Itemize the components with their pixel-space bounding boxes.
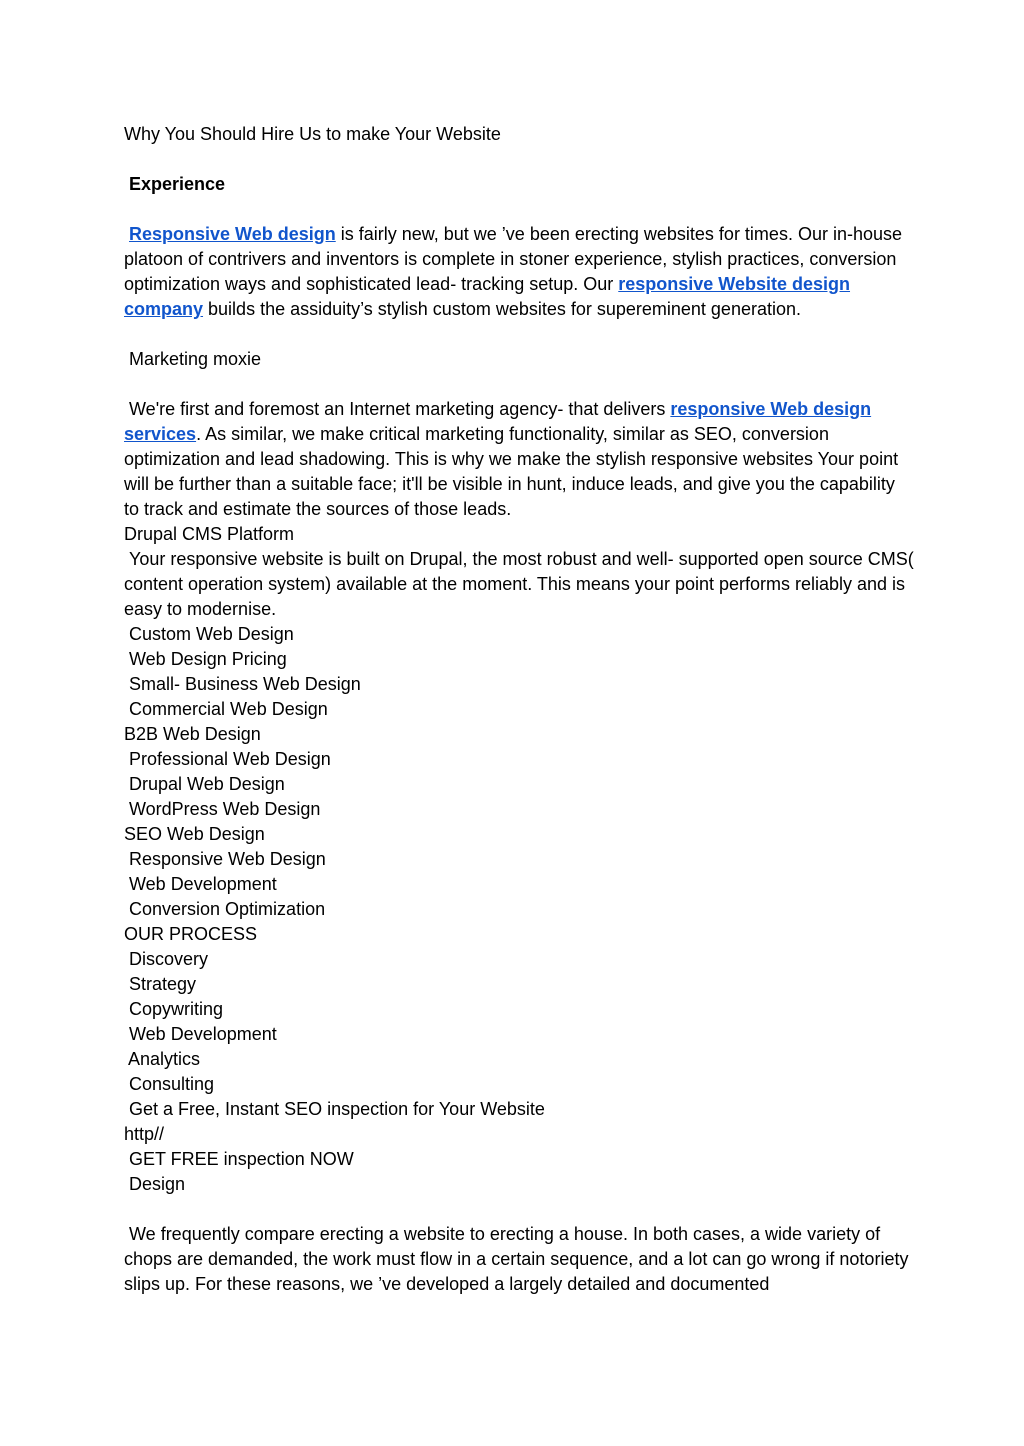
list-item: B2B Web Design <box>124 724 261 744</box>
services-list <box>124 622 914 1197</box>
list-item: Discovery <box>124 949 209 969</box>
experience-paragraph: Responsive Web design is fairly new, but we ’ve been erecting websites for times. Our in-house platoon of contrivers and inventors is complete in stoner experience, stylish practices, conversion optimization ways and sophisticated lead- tracking setup. Our responsive Website design company builds the assiduity’s stylish custom websites for supereminent generation. <box>124 224 902 319</box>
list-item: Web Development <box>124 874 277 894</box>
list-item: http// <box>124 1124 165 1144</box>
list-item: Strategy <box>124 974 197 994</box>
design-paragraph: We frequently compare erecting a website to erecting a house. In both cases, a wide variety of chops are demanded, the work must flow in a certain sequence, and a lot can go wrong if notoriety slips up. For these reasons, we ’ve developed a largely detailed and documented <box>124 1224 909 1294</box>
list-item: Analytics <box>124 1049 201 1069</box>
page-title: Why You Should Hire Us to make Your Website <box>124 124 501 144</box>
list-item: Get a Free, Instant SEO inspection for Your Website <box>124 1099 545 1119</box>
spacer <box>124 322 914 347</box>
list-item: Custom Web Design <box>124 624 294 644</box>
list-item: Web Development <box>124 1024 277 1044</box>
list-item: Copywriting <box>124 999 224 1019</box>
marketing-heading: Marketing moxie <box>129 349 262 369</box>
list-item: Professional Web Design <box>124 749 331 769</box>
list-item: Drupal Web Design <box>124 774 285 794</box>
document-page <box>124 122 914 1297</box>
responsive-website-design-company-link[interactable]: responsive Website design company <box>124 274 851 319</box>
list-item: WordPress Web Design <box>124 799 321 819</box>
list-item: Design <box>124 1174 186 1194</box>
marketing-paragraph: We're first and foremost an Internet marketing agency- that delivers responsive Web design services. As similar, we make critical marketing functionality, similar as SEO, conversion optimization and lead shadowing. This is why we make the stylish responsive websites Your point will be further than a suitable face; it'll be visible in hunt, induce leads, and give you the capability to track and estimate the sources of those leads. <box>124 399 899 519</box>
drupal-paragraph: Your responsive website is built on Drupal, the most robust and well- supported open source CMS( content operation system) available at the moment. This means your point performs reliably and is easy to modernise. <box>124 549 914 619</box>
spacer <box>124 197 914 222</box>
list-item: Commercial Web Design <box>124 699 328 719</box>
list-item: OUR PROCESS <box>124 924 258 944</box>
list-item: Web Design Pricing <box>124 649 287 669</box>
responsive-web-design-services-link[interactable]: responsive Web design services <box>124 399 872 444</box>
responsive-web-design-link[interactable]: Responsive Web design <box>129 224 336 244</box>
list-item: Small- Business Web Design <box>124 674 361 694</box>
list-item: Conversion Optimization <box>124 899 326 919</box>
spacer <box>124 372 914 397</box>
list-item: GET FREE inspection NOW <box>124 1149 354 1169</box>
spacer <box>124 1197 914 1222</box>
drupal-heading: Drupal CMS Platform <box>124 524 295 544</box>
list-item: Responsive Web Design <box>124 849 326 869</box>
list-item: SEO Web Design <box>124 824 265 844</box>
experience-heading: Experience <box>129 174 226 194</box>
list-item: Consulting <box>124 1074 215 1094</box>
spacer <box>124 147 914 172</box>
